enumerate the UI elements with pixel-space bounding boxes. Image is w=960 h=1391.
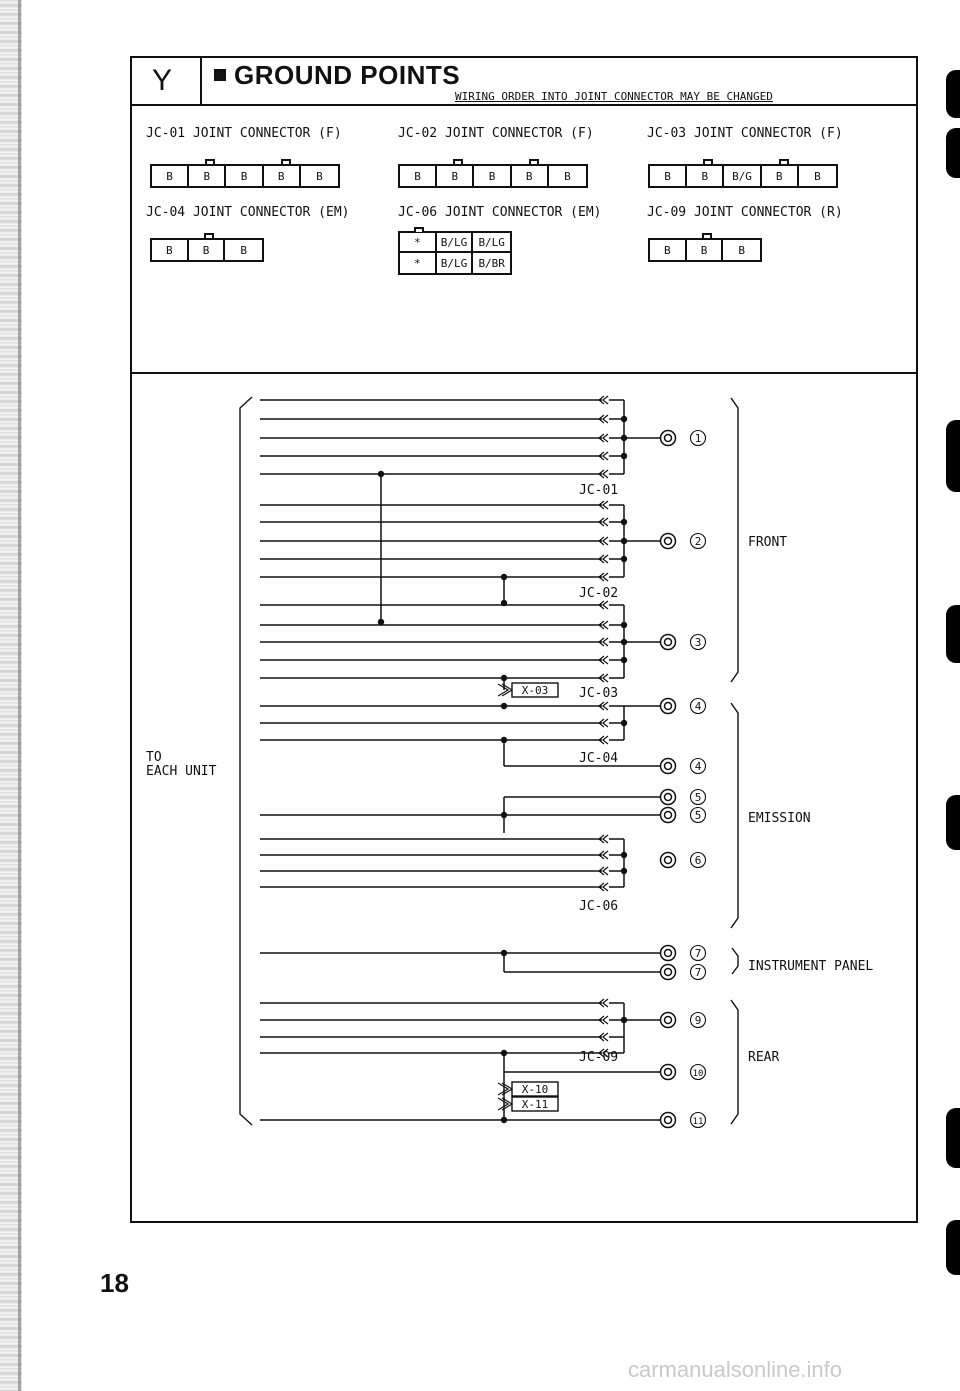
ground-ring bbox=[661, 808, 676, 823]
pin: B bbox=[687, 166, 724, 186]
pin: * bbox=[400, 233, 437, 251]
splice-dot bbox=[501, 812, 507, 818]
ground-icon bbox=[661, 1013, 706, 1028]
ground-ring-inner bbox=[665, 538, 672, 545]
pin: B bbox=[264, 166, 301, 186]
splice-dot bbox=[501, 675, 507, 681]
ground-number: 7 bbox=[694, 966, 702, 979]
splice-dot bbox=[501, 1117, 507, 1123]
splice-dot bbox=[621, 657, 627, 663]
pin: B bbox=[400, 166, 437, 186]
ground-ring-inner bbox=[665, 969, 672, 976]
pin: B bbox=[564, 169, 571, 183]
splice-dot bbox=[501, 737, 507, 743]
ground-ring bbox=[661, 965, 676, 980]
ground-ring-inner bbox=[665, 703, 672, 710]
junction-label: JC-09 bbox=[579, 1050, 619, 1065]
ground-ring bbox=[661, 790, 676, 805]
group-label-emission: EMISSION bbox=[748, 811, 811, 826]
pin: B bbox=[316, 169, 323, 183]
pin: B bbox=[512, 166, 549, 186]
ground-icon bbox=[661, 946, 706, 961]
junction-label: JC-03 bbox=[579, 686, 619, 701]
pin: B bbox=[762, 166, 799, 186]
junction-label: JC-01 bbox=[579, 483, 619, 498]
splice-dot bbox=[621, 435, 627, 441]
watermark: carmanualsonline.info bbox=[628, 1357, 843, 1382]
x-connector bbox=[498, 1082, 558, 1096]
ground-symbols bbox=[661, 431, 706, 1128]
splice-dot bbox=[621, 720, 627, 726]
splice-dot bbox=[501, 600, 507, 606]
pin: B bbox=[240, 243, 247, 257]
splice-dot bbox=[621, 868, 627, 874]
splice-dot bbox=[378, 471, 384, 477]
ground-icon bbox=[661, 1113, 706, 1128]
ground-ring bbox=[661, 534, 676, 549]
x-chevron bbox=[498, 684, 512, 696]
pin: B/LG bbox=[437, 253, 474, 273]
pin: B bbox=[189, 166, 226, 186]
connector-label-jc06: JC-06 JOINT CONNECTOR (EM) bbox=[398, 205, 602, 220]
ground-ring bbox=[661, 1013, 676, 1028]
ground-number: 11 bbox=[692, 1117, 704, 1127]
ground-ring-inner bbox=[665, 639, 672, 646]
ground-ring bbox=[661, 431, 676, 446]
connector-label-jc02: JC-02 JOINT CONNECTOR (F) bbox=[398, 126, 594, 141]
pin: B bbox=[226, 166, 263, 186]
splice-dot bbox=[621, 519, 627, 525]
x-label: X-10 bbox=[521, 1083, 549, 1096]
x-connector bbox=[498, 683, 558, 697]
junction-label: JC-04 bbox=[579, 751, 619, 766]
ground-number: 7 bbox=[694, 947, 702, 960]
group-label-instrument-panel: INSTRUMENT PANEL bbox=[748, 959, 874, 974]
ground-icon bbox=[661, 965, 706, 980]
ground-icon bbox=[661, 790, 706, 805]
ground-icon bbox=[661, 808, 706, 823]
pin: * bbox=[400, 253, 437, 273]
pin: B/LG bbox=[478, 235, 505, 249]
ground-icon bbox=[661, 699, 706, 714]
ground-number: 1 bbox=[694, 432, 702, 445]
pin: B bbox=[189, 240, 226, 260]
connector-label-jc03: JC-03 JOINT CONNECTOR (F) bbox=[647, 126, 843, 141]
page-number: 18 bbox=[100, 1268, 129, 1298]
ground-ring-inner bbox=[665, 794, 672, 801]
ground-number: 5 bbox=[694, 791, 702, 804]
group-brackets bbox=[731, 398, 738, 1124]
splice-dot bbox=[621, 453, 627, 459]
x-label: X-03 bbox=[521, 684, 549, 697]
ground-number: 5 bbox=[694, 809, 702, 822]
connector-label-jc09: JC-09 JOINT CONNECTOR (R) bbox=[647, 205, 843, 220]
ground-ring-inner bbox=[665, 1017, 672, 1024]
ground-ring-inner bbox=[665, 763, 672, 770]
ground-number: 4 bbox=[694, 760, 702, 773]
pin: B bbox=[650, 240, 687, 260]
section-letter: Y bbox=[152, 64, 173, 97]
source-label bbox=[146, 750, 217, 779]
x-chevron bbox=[498, 1098, 512, 1110]
pin: B bbox=[437, 166, 474, 186]
ground-icon bbox=[661, 759, 706, 774]
pin: B/LG bbox=[437, 233, 474, 251]
x-label: X-11 bbox=[521, 1098, 549, 1111]
pin: B bbox=[474, 166, 511, 186]
ground-number: 10 bbox=[692, 1069, 704, 1079]
ground-icon bbox=[661, 1065, 706, 1080]
ground-ring bbox=[661, 946, 676, 961]
ground-icon bbox=[661, 853, 706, 868]
ground-ring-inner bbox=[665, 1117, 672, 1124]
ground-ring bbox=[661, 759, 676, 774]
ground-ring bbox=[661, 635, 676, 650]
ground-number: 9 bbox=[694, 1014, 702, 1027]
pin: B bbox=[687, 240, 724, 260]
ground-ring bbox=[661, 1065, 676, 1080]
junction-label: JC-06 bbox=[579, 899, 619, 914]
pin: B bbox=[152, 240, 189, 260]
ground-ring bbox=[661, 699, 676, 714]
ground-number: 6 bbox=[694, 854, 702, 867]
splice-dot bbox=[378, 619, 384, 625]
splice-dot bbox=[621, 556, 627, 562]
pin: B bbox=[814, 169, 821, 183]
ground-ring bbox=[661, 853, 676, 868]
ground-number: 4 bbox=[694, 700, 702, 713]
ground-icon bbox=[661, 635, 706, 650]
splice-dot bbox=[621, 639, 627, 645]
pin: B bbox=[650, 166, 687, 186]
source-label-line2: EACH UNIT bbox=[146, 764, 217, 779]
ground-ring-inner bbox=[665, 1069, 672, 1076]
ground-ring-inner bbox=[665, 435, 672, 442]
splice-dot bbox=[501, 950, 507, 956]
splice-dot bbox=[621, 852, 627, 858]
splice-dot bbox=[501, 703, 507, 709]
x-connector bbox=[498, 1097, 558, 1111]
page-title-text: GROUND POINTS bbox=[234, 60, 461, 90]
wiring-note: WIRING ORDER INTO JOINT CONNECTOR MAY BE CHANGED bbox=[455, 90, 773, 103]
pin: B bbox=[152, 166, 189, 186]
pin: B bbox=[738, 243, 745, 257]
ground-number: 3 bbox=[694, 636, 702, 649]
pin: B/BR bbox=[478, 256, 505, 270]
splice-dot bbox=[621, 538, 627, 544]
pin: B/G bbox=[724, 166, 761, 186]
junction-label: JC-02 bbox=[579, 586, 619, 601]
splice-dot bbox=[621, 1017, 627, 1023]
source-label-line1: TO bbox=[146, 750, 162, 765]
left-brace bbox=[240, 397, 252, 1125]
ground-ring-inner bbox=[665, 812, 672, 819]
splice-dot bbox=[501, 574, 507, 580]
connector-label-jc01: JC-01 JOINT CONNECTOR (F) bbox=[146, 126, 342, 141]
splice-dot bbox=[621, 416, 627, 422]
ground-number: 2 bbox=[694, 535, 702, 548]
connector-label-jc04: JC-04 JOINT CONNECTOR (EM) bbox=[146, 205, 350, 220]
ground-ring bbox=[661, 1113, 676, 1128]
splice-dot bbox=[501, 1050, 507, 1056]
group-label-rear: REAR bbox=[748, 1050, 780, 1065]
ground-icon bbox=[661, 534, 706, 549]
splice-dot bbox=[621, 622, 627, 628]
ground-ring-inner bbox=[665, 857, 672, 864]
ground-icon bbox=[661, 431, 706, 446]
ground-ring-inner bbox=[665, 950, 672, 957]
group-label-front: FRONT bbox=[748, 535, 788, 550]
x-chevron bbox=[498, 1083, 512, 1095]
